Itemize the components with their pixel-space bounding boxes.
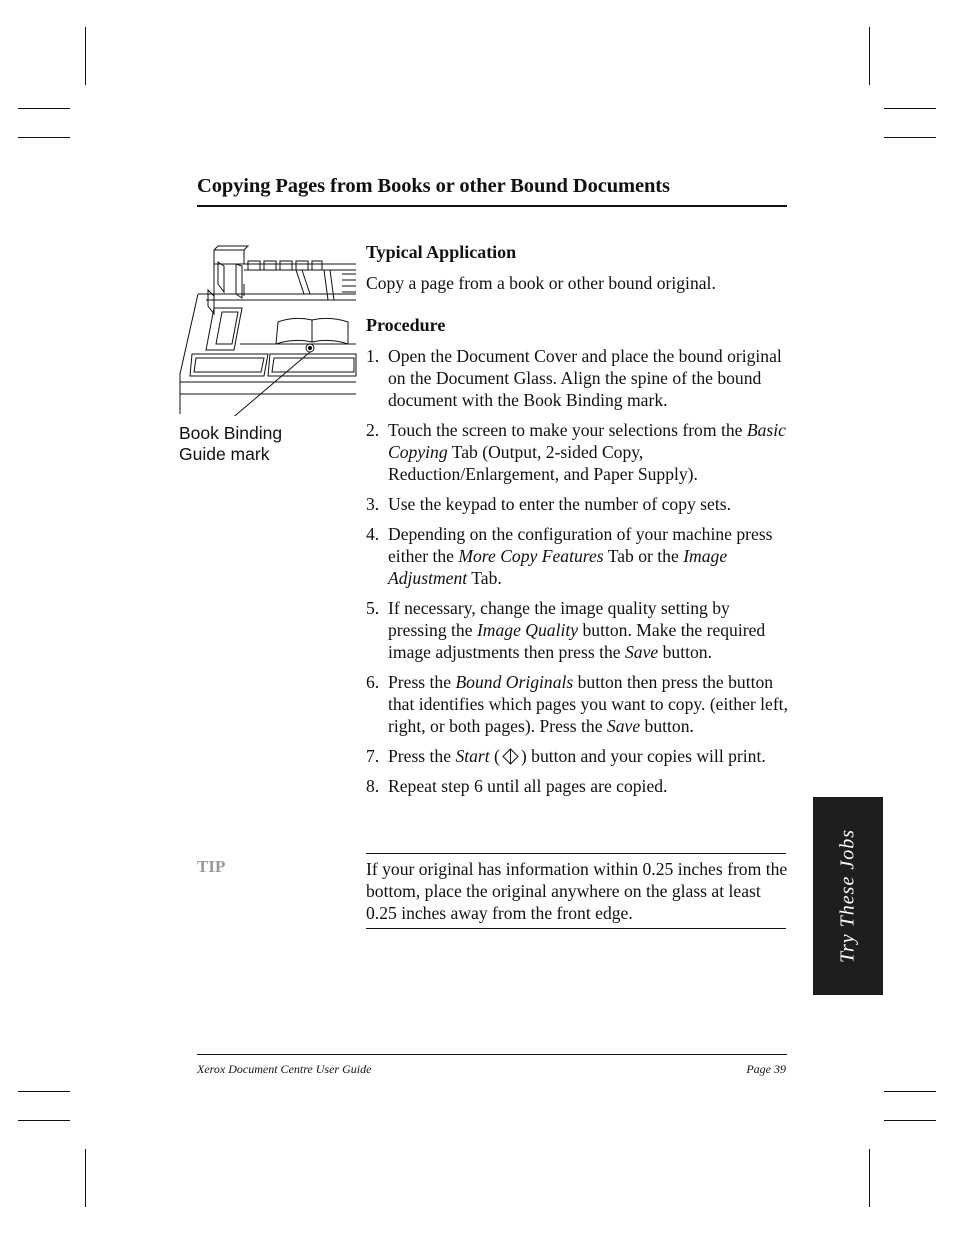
typical-application-heading: Typical Application <box>366 242 517 262</box>
step-number: 4. <box>366 524 380 544</box>
crop-mark <box>884 137 936 138</box>
step-text: Repeat step 6 until all pages are copied. <box>388 776 668 796</box>
step-number: 8. <box>366 776 380 796</box>
procedure-step <box>366 419 791 485</box>
tip-text: If your original has information within 0.25 inches from the bottom, place the original anywhere on the glass at least 0.25 inches away from the front edge. <box>366 859 788 923</box>
step-text: If necessary, change the image quality setting by pressing the <box>388 598 730 640</box>
step-emphasis: More Copy Features <box>458 546 604 566</box>
step-text: button. <box>640 716 694 736</box>
step-text: Touch the screen to make your selections from the <box>388 420 747 440</box>
crop-mark <box>18 1120 70 1121</box>
crop-mark <box>884 1091 936 1092</box>
title-rule <box>197 205 787 207</box>
step-emphasis: Start <box>455 746 490 766</box>
step-text: Use the keypad to enter the number of copy sets. <box>388 494 731 514</box>
step-text: Open the Document Cover and place the bound original on the Document Glass. Align the spine of the bound document with the Book Binding mark. <box>388 346 782 410</box>
procedure-step <box>366 745 791 767</box>
step-emphasis: Save <box>606 716 641 736</box>
step-emphasis: Image Adjustment <box>388 546 728 588</box>
tip-rule <box>366 928 786 929</box>
step-text: Depending on the configuration of your machine press either the <box>388 524 773 566</box>
typical-application-text: Copy a page from a book or other bound original. <box>366 273 716 293</box>
figure-caption-line: Book Binding <box>179 423 283 443</box>
crop-mark <box>85 27 86 85</box>
crop-mark <box>869 27 870 85</box>
step-number: 7. <box>366 746 380 766</box>
procedure-heading: Procedure <box>366 315 446 335</box>
main-content <box>366 241 791 805</box>
section-title: Copying Pages from Books or other Bound Documents <box>197 175 670 197</box>
crop-mark <box>85 1149 86 1207</box>
footer-guide-title: Xerox Document Centre User Guide <box>197 1062 372 1076</box>
start-diamond-icon <box>502 748 519 765</box>
procedure-step <box>366 345 791 411</box>
figure-caption-line: Guide mark <box>179 444 270 464</box>
footer-page-number: Page 39 <box>746 1062 786 1076</box>
step-number: 3. <box>366 494 380 514</box>
step-text: Tab (Output, 2-sided Copy, Reduction/Enlargement, and Paper Supply). <box>388 442 698 484</box>
step-number: 1. <box>366 346 380 366</box>
procedure-step <box>366 523 791 589</box>
step-text: button. <box>658 642 712 662</box>
procedure-step <box>366 597 791 663</box>
chapter-side-tab-label: Try These Jobs <box>836 829 859 963</box>
procedure-step <box>366 493 791 515</box>
step-text: Tab. <box>467 568 502 588</box>
figure-caption <box>179 423 282 465</box>
step-text: button then press the button that identifies which pages you want to copy. (either left, right, or both pages). Press the <box>388 672 788 736</box>
step-text: ( <box>489 746 500 766</box>
step-text: Press the <box>388 672 456 692</box>
step-emphasis: Bound Originals <box>455 672 574 692</box>
book-scanner-illustration <box>178 244 358 416</box>
chapter-side-tab <box>813 797 883 995</box>
step-number: 5. <box>366 598 380 618</box>
procedure-steps <box>366 345 791 797</box>
step-emphasis: Basic Copying <box>388 420 786 462</box>
step-number: 6. <box>366 672 380 692</box>
crop-mark <box>884 1120 936 1121</box>
footer-rule <box>197 1054 787 1055</box>
tip-label: TIP <box>197 857 226 876</box>
procedure-step <box>366 671 791 737</box>
crop-mark <box>884 108 936 109</box>
step-emphasis: Save <box>624 642 659 662</box>
step-text: Tab or the <box>603 546 684 566</box>
crop-mark <box>869 1149 870 1207</box>
procedure-step <box>366 775 791 797</box>
step-number: 2. <box>366 420 380 440</box>
step-text: ) button and your copies will print. <box>520 746 766 766</box>
crop-mark <box>18 108 70 109</box>
step-emphasis: Image Quality <box>476 620 579 640</box>
step-text: button. Make the required image adjustments then press the <box>388 620 766 662</box>
step-text: Press the <box>388 746 456 766</box>
crop-mark <box>18 137 70 138</box>
tip-rule <box>366 853 786 854</box>
crop-mark <box>18 1091 70 1092</box>
